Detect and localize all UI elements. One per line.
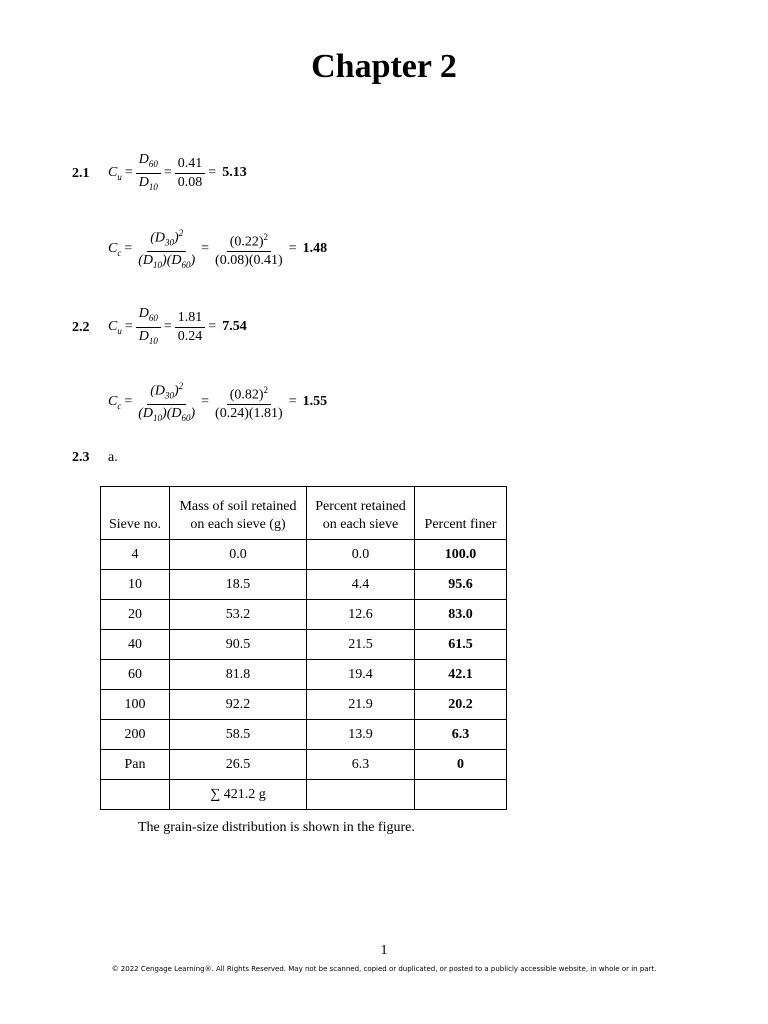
percent-finer-cell: 42.1: [415, 660, 507, 690]
header-mass-retained: Mass of soil retained on each sieve (g): [170, 487, 307, 540]
value-fraction: $\frac{(0.22)^2}{(0.08)(0.41)}$: [212, 229, 286, 270]
sieve-no-cell: 20: [101, 600, 170, 630]
equals-sign: =: [124, 394, 133, 410]
cc-result: 1.55: [302, 394, 328, 410]
d30-squared-fraction: $\frac{(D_{30})^2}{(D_{10})(D_{60})}$: [135, 225, 198, 273]
chapter-title: Chapter 2: [311, 48, 457, 85]
total-mass: ∑ 421.2 g: [170, 780, 307, 810]
part-label-a: a.: [108, 450, 118, 465]
percent-retained-cell: 4.4: [307, 570, 415, 600]
mass-cell: 0.0: [170, 540, 307, 570]
mass-cell: 81.8: [170, 660, 307, 690]
percent-finer-cell: 95.6: [415, 570, 507, 600]
sieve-no-cell: 100: [101, 690, 170, 720]
sieve-analysis-table: [100, 486, 507, 810]
mass-cell: 58.5: [170, 720, 307, 750]
percent-retained-cell: 21.9: [307, 690, 415, 720]
equals-sign: =: [208, 165, 217, 181]
percent-retained-cell: 13.9: [307, 720, 415, 750]
equation-2-2-cc: [108, 378, 327, 426]
table-row: [101, 690, 507, 720]
mass-cell: 53.2: [170, 600, 307, 630]
equals-sign: =: [201, 394, 210, 410]
percent-finer-cell: 0: [415, 750, 507, 780]
equals-sign: =: [201, 241, 210, 257]
mass-cell: 18.5: [170, 570, 307, 600]
percent-retained-cell: 6.3: [307, 750, 415, 780]
page-number: 1: [380, 943, 388, 958]
table-row: [101, 630, 507, 660]
equals-sign: =: [288, 241, 297, 257]
value-fraction: $\frac{1.81}{0.24}$: [175, 310, 206, 345]
sieve-no-cell: Pan: [101, 750, 170, 780]
d30-squared-fraction: $\frac{(D_{30})^2}{(D_{10})(D_{60})}$: [135, 378, 198, 426]
equals-sign: =: [124, 319, 133, 335]
cu-result: 7.54: [222, 319, 247, 335]
sieve-no-cell: 40: [101, 630, 170, 660]
sieve-no-cell: 200: [101, 720, 170, 750]
cu-result: 5.13: [222, 165, 247, 181]
header-sieve-no: Sieve no.: [101, 487, 170, 540]
sieve-no-cell: 4: [101, 540, 170, 570]
equals-sign: =: [163, 165, 172, 181]
equation-2-1-cc: [108, 225, 327, 273]
value-fraction: $\frac{(0.82)^2}{(0.24)(1.81)}$: [212, 382, 286, 423]
problem-number-2-3: 2.3: [72, 450, 90, 465]
equals-sign: =: [163, 319, 172, 335]
problem-number-2-1: 2.1: [72, 166, 90, 181]
percent-retained-cell: 21.5: [307, 630, 415, 660]
percent-finer-cell: 100.0: [415, 540, 507, 570]
mass-cell: 26.5: [170, 750, 307, 780]
equals-sign: =: [288, 394, 297, 410]
equation-2-2-cu: [108, 306, 247, 349]
header-percent-retained: Percent retained on each sieve: [307, 487, 415, 540]
equals-sign: =: [124, 241, 133, 257]
mass-cell: 92.2: [170, 690, 307, 720]
problem-number-2-2: 2.2: [72, 320, 90, 335]
figure-caption: The grain-size distribution is shown in the figure.: [138, 820, 415, 835]
cc-symbol: $C_c$: [108, 240, 122, 258]
percent-finer-cell: 20.2: [415, 690, 507, 720]
table-row: [101, 750, 507, 780]
equals-sign: =: [124, 165, 133, 181]
copyright-notice: © 2022 Cengage Learning®. All Rights Reserved. May not be scanned, copied or duplicated, or posted to a publicly accessible website, in whole or in part.: [111, 965, 657, 973]
d60-over-d10-fraction: $\frac{D_{60}}{D_{10}}$: [136, 306, 161, 349]
table-row: [101, 570, 507, 600]
percent-retained-cell: 0.0: [307, 540, 415, 570]
table-header-row: [101, 487, 507, 540]
percent-retained-cell: 19.4: [307, 660, 415, 690]
header-percent-finer: Percent finer: [415, 487, 507, 540]
cc-symbol: $C_c$: [108, 393, 122, 411]
percent-finer-cell: 61.5: [415, 630, 507, 660]
d60-over-d10-fraction: $\frac{D_{60}}{D_{10}}$: [136, 152, 161, 195]
equation-2-1-cu: [108, 152, 247, 195]
value-fraction: $\frac{0.41}{0.08}$: [175, 156, 206, 191]
sieve-no-cell: 60: [101, 660, 170, 690]
percent-retained-cell: 12.6: [307, 600, 415, 630]
percent-finer-cell: 6.3: [415, 720, 507, 750]
percent-finer-cell: 83.0: [415, 600, 507, 630]
cc-result: 1.48: [302, 241, 328, 257]
table-row: [101, 540, 507, 570]
table-row: [101, 600, 507, 630]
mass-cell: 90.5: [170, 630, 307, 660]
table-row: [101, 720, 507, 750]
sieve-no-cell: 10: [101, 570, 170, 600]
cu-symbol: $C_u$: [108, 164, 122, 182]
table-row: [101, 660, 507, 690]
equals-sign: =: [208, 319, 217, 335]
cu-symbol: $C_u$: [108, 318, 122, 336]
table-total-row: [101, 780, 507, 810]
